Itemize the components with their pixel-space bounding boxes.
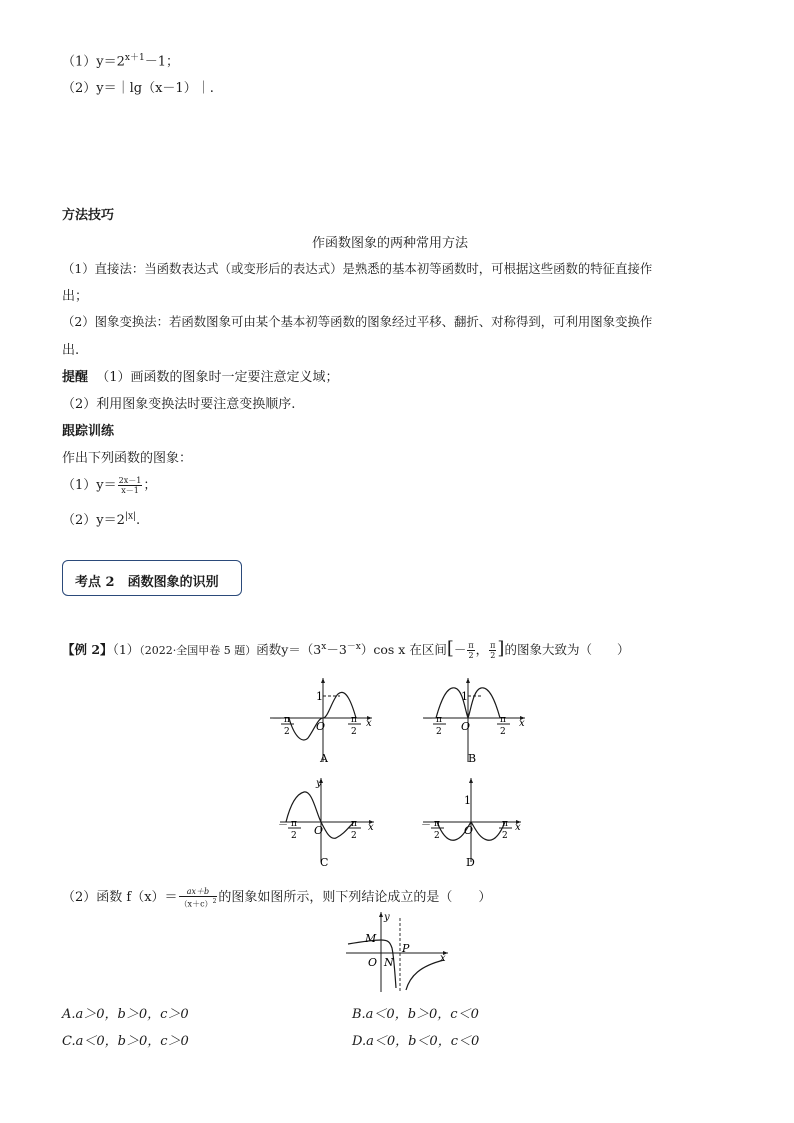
q1-item1: $(1)y=2^{x+1}-1$； [62, 53, 179, 70]
method-p1-line2: 出； [62, 289, 89, 304]
svg-text:1: 1 [464, 794, 471, 807]
graph-d [415, 772, 535, 872]
method-title: 作函数图象的两种常用方法 [312, 236, 469, 251]
choice-c: C.a＜0，b＞0，c＞0 [62, 1034, 189, 1049]
graph-c [272, 772, 392, 872]
svg-text:C: C [320, 856, 329, 869]
svg-text:π: π [284, 715, 290, 725]
svg-text:－: － [421, 820, 431, 831]
svg-text:－: － [423, 714, 433, 725]
interval-bracket: [ [446, 638, 454, 659]
practice-item1: （1）y＝ $\frac{2x-1}{x-1}$ ； [62, 476, 157, 495]
svg-text:1: 1 [461, 690, 468, 703]
graph-b [415, 670, 535, 770]
svg-text:A: A [320, 752, 328, 765]
svg-text:－: － [278, 820, 288, 831]
graph-a [262, 670, 382, 770]
svg-text:2: 2 [502, 831, 508, 841]
svg-text:2: 2 [500, 727, 506, 737]
example-line: 【例 2】（1）（2022·全国甲卷 5 题）函数$y=(3^x-3^{-x})\cos$ x 在区间[－ $\frac{\pi}{2}$ ， $\frac{\pi}{2}$ ]的图象大致为（ ） [62, 638, 630, 660]
svg-text:O: O [314, 824, 324, 837]
svg-text:y: y [316, 778, 322, 789]
practice-item2: $(2)y=2^{|x|}$. [62, 511, 141, 528]
part2-graph [340, 908, 460, 993]
svg-text:2: 2 [351, 727, 357, 737]
choice-b: B.a＜0，b＞0，c＜0 [352, 1007, 479, 1022]
svg-text:x: x [519, 718, 525, 729]
svg-text:O: O [464, 824, 474, 837]
topic-box [62, 560, 242, 596]
curve-right [406, 960, 444, 990]
part2-line: （2）函数 f（x）＝ $\frac{ax+b}{(x+c)^2}$ 的图象如图所示，则下列结论成立的是（ ） [62, 886, 492, 909]
svg-text:π: π [291, 819, 297, 829]
svg-text:π: π [436, 715, 442, 725]
svg-text:D: D [466, 856, 475, 869]
q1-item2: （2）y＝｜lg（x－1）｜. [62, 81, 214, 96]
practice-intro: 作出下列函数的图象： [62, 451, 193, 466]
fraction: $\frac{ax+b}{(x+c)^2}$ [179, 886, 217, 909]
svg-text:π: π [351, 715, 357, 725]
svg-text:B: B [468, 752, 477, 765]
y-arrow [466, 678, 470, 683]
choice-d: D.a＜0，b＜0，c＜0 [352, 1034, 480, 1049]
method-p1-line1: （1）直接法：当函数表达式（或变形后的表达式）是熟悉的基本初等函数时，可根据这些函数的特征直接作 [62, 261, 653, 276]
y-arrow [321, 678, 325, 683]
svg-text:π: π [351, 819, 357, 829]
svg-text:2: 2 [351, 831, 357, 841]
topic-label: 考点 2 函数图象的识别 [75, 575, 219, 590]
tip-label: 提醒 [62, 370, 89, 385]
y-arrow [379, 912, 383, 917]
choice-a: A.a＞0，b＞0，c＞0 [62, 1007, 189, 1022]
svg-text:2: 2 [436, 727, 442, 737]
svg-text:O: O [461, 720, 471, 733]
svg-text:N: N [384, 956, 394, 969]
svg-text:2: 2 [291, 831, 297, 841]
svg-text:x: x [366, 718, 372, 729]
svg-text:x: x [368, 822, 374, 833]
svg-text:π: π [434, 819, 440, 829]
svg-text:x: x [515, 822, 521, 833]
svg-text:－: － [272, 714, 282, 725]
method-p2-line1: （2）图象变换法：若函数图象可由某个基本初等函数的图象经过平移、翻折、对称得到，可利用图象变换作 [62, 314, 653, 329]
svg-text:2: 2 [284, 727, 290, 737]
practice-heading: 跟踪训练 [62, 424, 115, 439]
svg-text:M: M [365, 932, 377, 945]
method-tip2: （2）利用图象变换法时要注意变换顺序. [62, 397, 296, 412]
method-heading: 方法技巧 [62, 208, 115, 223]
method-p2-line2: 出. [62, 343, 80, 358]
svg-text:P: P [402, 942, 410, 955]
fraction: $\frac{2x-1}{x-1}$ [118, 476, 142, 495]
svg-text:x: x [440, 953, 446, 964]
svg-text:π: π [500, 715, 506, 725]
method-tip1: 提醒 （1）画函数的图象时一定要注意定义域； [62, 370, 339, 385]
svg-text:1: 1 [316, 690, 323, 703]
svg-text:O: O [316, 720, 326, 733]
svg-text:O: O [368, 956, 378, 969]
interval-bracket-right: ] [497, 638, 505, 659]
svg-text:π: π [502, 819, 508, 829]
svg-text:2: 2 [434, 831, 440, 841]
y-arrow [469, 778, 473, 783]
svg-text:y: y [384, 912, 390, 923]
